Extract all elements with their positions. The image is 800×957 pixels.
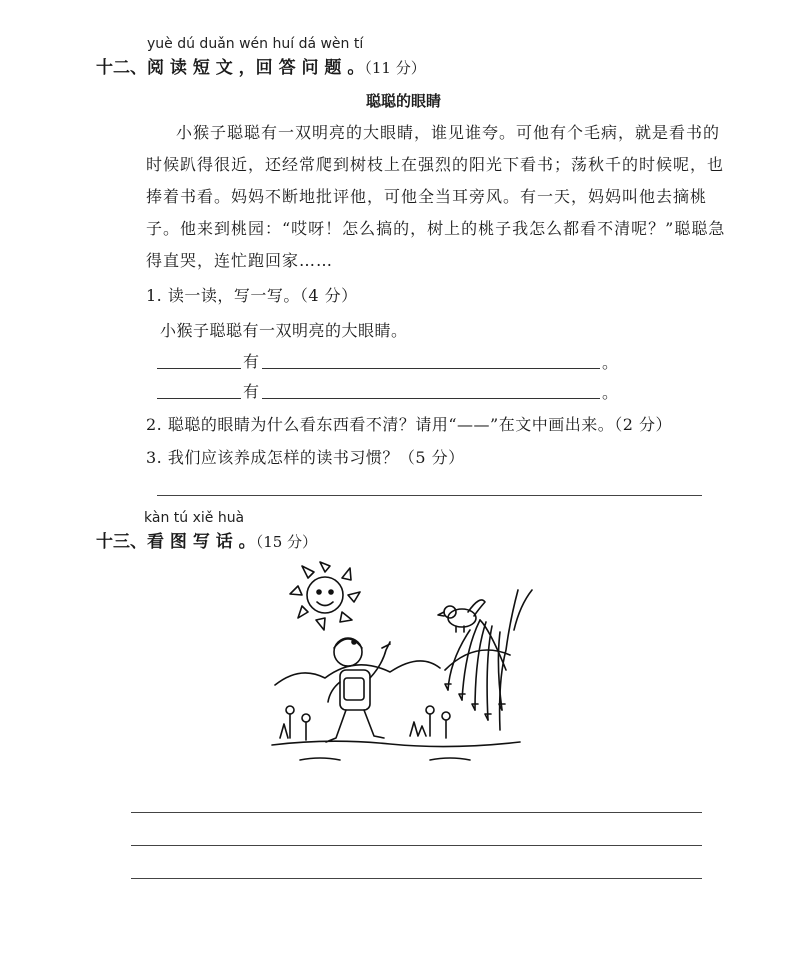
section12-prefix: 十二、 — [96, 58, 147, 78]
q1-blank-1b[interactable] — [262, 368, 600, 369]
passage-title: 聪聪的眼睛 — [366, 92, 442, 110]
passage-line-3: 捧着书看。妈妈不断地批评他，可他全当耳旁风。有一天，妈妈叫他去摘桃 — [146, 187, 708, 206]
writing-line-3[interactable] — [131, 878, 702, 879]
section12-heading — [96, 53, 426, 78]
q3-answer-line[interactable] — [157, 495, 702, 496]
q1-text: 1. 读一读，写一写。（4 分） — [146, 286, 358, 305]
sun-icon — [290, 562, 360, 630]
section13-prefix: 十三、 — [96, 532, 147, 552]
section13-score: （15 分） — [255, 533, 318, 551]
q1-blank-1a[interactable] — [157, 368, 241, 369]
writing-line-2[interactable] — [131, 845, 702, 846]
q1-blank-2b[interactable] — [262, 398, 600, 399]
section12-pinyin: yuè dú duǎn wén huí dá wèn tí — [147, 36, 364, 52]
q1-end-mark-1: 。 — [602, 353, 619, 372]
bird-icon — [438, 600, 485, 632]
q1-blank-2a[interactable] — [157, 398, 241, 399]
section12-score: （11 分） — [364, 59, 426, 77]
writing-line-1[interactable] — [131, 812, 702, 813]
q3-text: 3. 我们应该养成怎样的读书习惯？（5 分） — [146, 448, 465, 467]
section13-heading — [96, 527, 317, 552]
passage-line-1: 小猴子聪聪有一双明亮的大眼睛，谁见谁夸。可他有个毛病，就是看书的 — [176, 123, 721, 142]
section13-heading-text: 看 图 写 话 。 — [147, 532, 256, 552]
q1-example: 小猴子聪聪有一双明亮的大眼睛。 — [160, 321, 408, 340]
section13-pinyin: kàn tú xiě huà — [144, 510, 245, 526]
passage-line-2: 时候趴得很近，还经常爬到树枝上在强烈的阳光下看书；荡秋千的时候呢，也 — [146, 155, 725, 174]
passage-line-5: 得直哭，连忙跑回家…… — [146, 251, 334, 270]
q1-fill-word-2: 有 — [243, 382, 260, 401]
q1-end-mark-2: 。 — [602, 383, 619, 402]
passage-line-4: 子。他来到桃园：“哎呀！怎么搞的，树上的桃子我怎么都看不清呢？”聪聪急 — [146, 219, 726, 238]
boy-figure-icon — [326, 638, 390, 742]
section12-heading-text: 阅 读 短 文 ，回 答 问 题 。 — [147, 58, 365, 78]
q1-fill-word-1: 有 — [243, 352, 260, 371]
cartoon-boy-walking-with-sun-and-bird-icon — [270, 560, 535, 785]
q2-text: 2. 聪聪的眼睛为什么看东西看不清？请用“——”在文中画出来。（2 分） — [146, 415, 672, 434]
